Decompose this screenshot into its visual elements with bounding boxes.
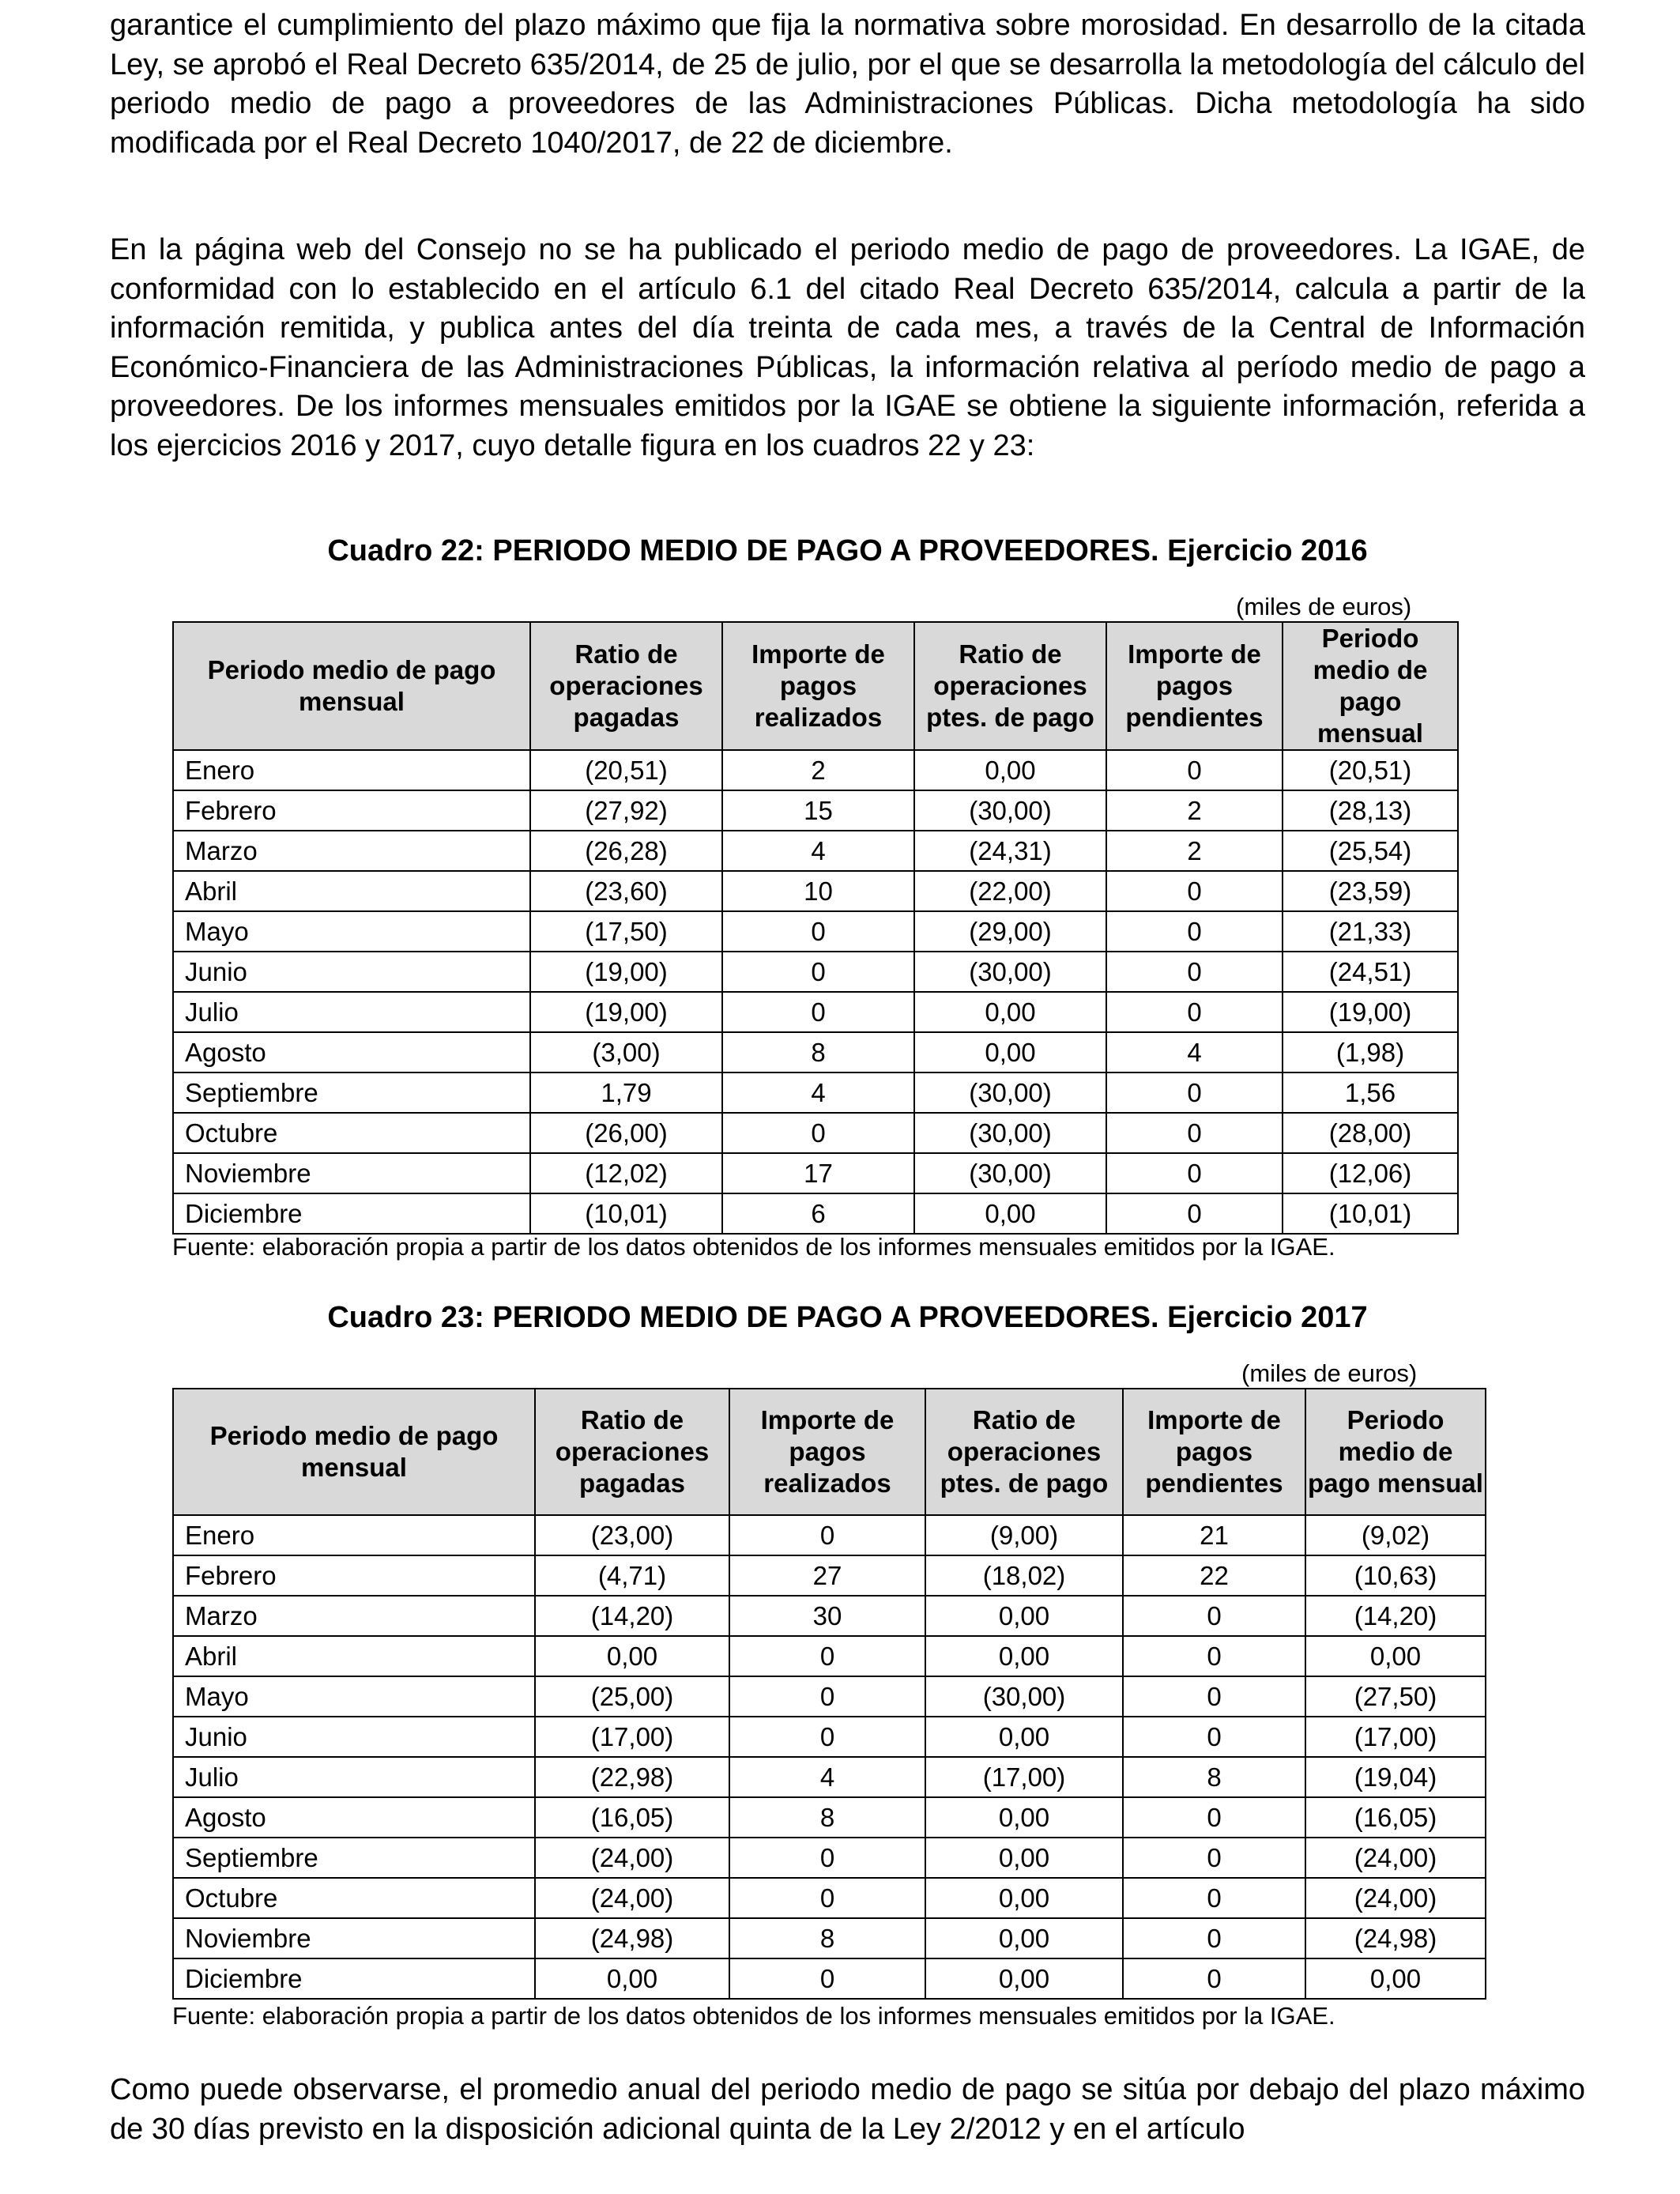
value-cell: 0,00 [925,1717,1123,1757]
month-cell: Junio [173,952,530,992]
table-row [173,1596,1486,1636]
value-cell: 0 [729,1958,925,1999]
table-23-source: Fuente: elaboración propia a partir de los datos obtenidos de los informes mensuales emitidos por la IGAE. [172,2002,1335,2030]
value-cell: (1,98) [1283,1032,1458,1072]
value-cell: 1,79 [530,1072,722,1113]
value-cell: 0,00 [925,1596,1123,1636]
value-cell: (4,71) [535,1555,729,1596]
table-row [173,1515,1486,1555]
table-23-units: (miles de euros) [1241,1359,1418,1387]
table-23-caption: Cuadro 23: PERIODO MEDIO DE PAGO A PROVEEDORES. Ejercicio 2017 [327,1301,1368,1334]
value-cell: (18,02) [925,1555,1123,1596]
body-paragraph-conclusion: Como puede observarse, el promedio anual del periodo medio de pago se sitúa por debajo del plazo máximo de 30 días previsto en la disposición adicional quinta de la Ley 2/2012 y en el artículo [110,2073,1585,2146]
value-cell: 0 [1123,1838,1305,1878]
table-row [173,1676,1486,1717]
value-cell: (10,63) [1305,1555,1486,1596]
value-cell: (25,54) [1283,831,1458,871]
value-cell: 0,00 [914,1032,1106,1072]
header-ratio-pendientes: Ratio de operaciones ptes. de pago [925,1389,1123,1515]
table-row [173,1717,1486,1757]
value-cell: (26,28) [530,831,722,871]
value-cell: 0 [1123,1878,1305,1918]
header-periodo: Periodo medio de pago mensual [173,622,530,750]
table-row [173,1153,1458,1193]
value-cell: (24,00) [535,1838,729,1878]
table-22-source: Fuente: elaboración propia a partir de los datos obtenidos de los informes mensuales emitidos por la IGAE. [172,1233,1335,1261]
value-cell: (24,00) [1305,1838,1486,1878]
month-cell: Julio [173,992,530,1032]
table-row [173,992,1458,1032]
value-cell: (26,00) [530,1113,722,1153]
value-cell: 0 [722,952,914,992]
month-cell: Octubre [173,1878,535,1918]
value-cell: (30,00) [925,1676,1123,1717]
table-23 [172,1388,1486,2000]
value-cell: 0,00 [925,1636,1123,1676]
value-cell: 8 [1123,1757,1305,1797]
value-cell: 0 [729,1515,925,1555]
header-pmp-mensual: Periodo medio de pago mensual [1283,622,1458,750]
value-cell: (28,00) [1283,1113,1458,1153]
value-cell: 0 [1106,911,1283,952]
value-cell: 0 [1123,1636,1305,1676]
month-cell: Octubre [173,1113,530,1153]
value-cell: (23,59) [1283,871,1458,911]
value-cell: 0 [1106,992,1283,1032]
value-cell: (30,00) [914,1072,1106,1113]
value-cell: 0 [1123,1676,1305,1717]
value-cell: 4 [722,1072,914,1113]
value-cell: 0 [729,1636,925,1676]
month-cell: Junio [173,1717,535,1757]
table-header-row [173,1389,1486,1515]
value-cell: (30,00) [914,1113,1106,1153]
value-cell: (29,00) [914,911,1106,952]
value-cell: 0,00 [925,1797,1123,1838]
value-cell: 17 [722,1153,914,1193]
value-cell: 0,00 [535,1958,729,1999]
value-cell: (14,20) [535,1596,729,1636]
table-row [173,1918,1486,1958]
value-cell: (19,04) [1305,1757,1486,1797]
value-cell: 2 [722,750,914,790]
value-cell: 0 [1123,1797,1305,1838]
table-22-caption: Cuadro 22: PERIODO MEDIO DE PAGO A PROVEEDORES. Ejercicio 2016 [327,534,1368,567]
value-cell: 10 [722,871,914,911]
value-cell: 8 [722,1032,914,1072]
value-cell: (27,50) [1305,1676,1486,1717]
value-cell: 0,00 [535,1636,729,1676]
value-cell: (30,00) [914,1153,1106,1193]
table-row [173,1113,1458,1153]
table-22 [172,621,1459,1235]
value-cell: 2 [1106,831,1283,871]
value-cell: 0,00 [925,1958,1123,1999]
value-cell: (12,06) [1283,1153,1458,1193]
value-cell: 27 [729,1555,925,1596]
value-cell: 0 [1106,1193,1283,1234]
value-cell: (9,02) [1305,1515,1486,1555]
value-cell: (17,50) [530,911,722,952]
month-cell: Diciembre [173,1193,530,1234]
header-periodo: Periodo medio de pago mensual [173,1389,535,1515]
value-cell: 4 [729,1757,925,1797]
table-row [173,1757,1486,1797]
table-row [173,1636,1486,1676]
value-cell: 1,56 [1283,1072,1458,1113]
value-cell: 6 [722,1193,914,1234]
month-cell: Marzo [173,1596,535,1636]
month-cell: Marzo [173,831,530,871]
value-cell: (12,02) [530,1153,722,1193]
value-cell: (24,51) [1283,952,1458,992]
value-cell: (30,00) [914,790,1106,831]
table-row [173,1838,1486,1878]
month-cell: Septiembre [173,1838,535,1878]
value-cell: (16,05) [1305,1797,1486,1838]
header-ratio-pendientes: Ratio de operaciones ptes. de pago [914,622,1106,750]
value-cell: (27,92) [530,790,722,831]
value-cell: 8 [729,1918,925,1958]
month-cell: Julio [173,1757,535,1797]
value-cell: (10,01) [1283,1193,1458,1234]
value-cell: (17,00) [535,1717,729,1757]
table-row [173,790,1458,831]
value-cell: 0 [1106,952,1283,992]
header-importe-pendientes: Importe de pagos pendientes [1123,1389,1305,1515]
value-cell: (17,00) [1305,1717,1486,1757]
value-cell: 0,00 [925,1878,1123,1918]
value-cell: (22,98) [535,1757,729,1797]
value-cell: 0 [722,1113,914,1153]
value-cell: 0,00 [1305,1636,1486,1676]
value-cell: 4 [722,831,914,871]
header-pmp-mensual: Periodo medio de pago mensual [1305,1389,1486,1515]
value-cell: 0,00 [925,1838,1123,1878]
value-cell: 0 [1106,1153,1283,1193]
month-cell: Diciembre [173,1958,535,1999]
month-cell: Agosto [173,1032,530,1072]
value-cell: (20,51) [530,750,722,790]
value-cell: (23,00) [535,1515,729,1555]
month-cell: Septiembre [173,1072,530,1113]
value-cell: (16,05) [535,1797,729,1838]
table-row [173,1878,1486,1918]
table-row [173,1797,1486,1838]
value-cell: (24,00) [535,1878,729,1918]
value-cell: (24,98) [1305,1918,1486,1958]
value-cell: (24,98) [535,1918,729,1958]
value-cell: (23,60) [530,871,722,911]
value-cell: 0,00 [914,992,1106,1032]
table-row [173,750,1458,790]
table-row [173,1072,1458,1113]
table-row [173,1555,1486,1596]
month-cell: Noviembre [173,1918,535,1958]
header-importe-realizados: Importe de pagos realizados [729,1389,925,1515]
table-row [173,911,1458,952]
value-cell: (22,00) [914,871,1106,911]
month-cell: Abril [173,871,530,911]
table-row [173,952,1458,992]
value-cell: 21 [1123,1515,1305,1555]
value-cell: 0 [1123,1958,1305,1999]
month-cell: Febrero [173,790,530,831]
table-row [173,871,1458,911]
value-cell: 0,00 [914,1193,1106,1234]
value-cell: (19,00) [1283,992,1458,1032]
month-cell: Mayo [173,1676,535,1717]
body-paragraph-igae: En la página web del Consejo no se ha publicado el periodo medio de pago de proveedores. La IGAE, de conformidad con lo establecido en el artículo 6.1 del citado Real Decreto 635/2014, calcula a partir de la información remitida, y publica antes del día treinta de cada mes, a través de la Central de Información Económico-Financiera de las Administraciones Públicas, la información relativa al período medio de pago a proveedores. De los informes mensuales emitidos por la IGAE se obtiene la siguiente información, referida a los ejercicios 2016 y 2017, cuyo detalle figura en los cuadros 22 y 23: [110,233,1585,462]
value-cell: (30,00) [914,952,1106,992]
month-cell: Febrero [173,1555,535,1596]
value-cell: 0 [729,1717,925,1757]
table-row [173,1032,1458,1072]
value-cell: (25,00) [535,1676,729,1717]
value-cell: 0 [1106,750,1283,790]
value-cell: (3,00) [530,1032,722,1072]
value-cell: 0 [729,1676,925,1717]
value-cell: (20,51) [1283,750,1458,790]
value-cell: (17,00) [925,1757,1123,1797]
table-row [173,1958,1486,1999]
value-cell: (14,20) [1305,1596,1486,1636]
value-cell: 0 [1106,1072,1283,1113]
month-cell: Abril [173,1636,535,1676]
value-cell: 0 [722,911,914,952]
table-row [173,1193,1458,1234]
header-importe-realizados: Importe de pagos realizados [722,622,914,750]
value-cell: (24,31) [914,831,1106,871]
value-cell: 2 [1106,790,1283,831]
value-cell: 0 [1123,1918,1305,1958]
value-cell: 0,00 [914,750,1106,790]
value-cell: 0 [1106,1113,1283,1153]
value-cell: (10,01) [530,1193,722,1234]
value-cell: (24,00) [1305,1878,1486,1918]
value-cell: 8 [729,1797,925,1838]
value-cell: 0 [729,1838,925,1878]
header-ratio-pagadas: Ratio de operaciones pagadas [535,1389,729,1515]
value-cell: (19,00) [530,992,722,1032]
month-cell: Mayo [173,911,530,952]
month-cell: Enero [173,750,530,790]
value-cell: (28,13) [1283,790,1458,831]
value-cell: 0 [722,992,914,1032]
month-cell: Agosto [173,1797,535,1838]
value-cell: 0,00 [925,1918,1123,1958]
table-22-units: (miles de euros) [1236,593,1412,620]
value-cell: 0 [1123,1596,1305,1636]
value-cell: (9,00) [925,1515,1123,1555]
table-header-row [173,622,1458,750]
table-row [173,831,1458,871]
value-cell: 15 [722,790,914,831]
header-ratio-pagadas: Ratio de operaciones pagadas [530,622,722,750]
month-cell: Enero [173,1515,535,1555]
value-cell: (19,00) [530,952,722,992]
value-cell: 0,00 [1305,1958,1486,1999]
value-cell: 4 [1106,1032,1283,1072]
value-cell: 22 [1123,1555,1305,1596]
month-cell: Noviembre [173,1153,530,1193]
value-cell: 0 [1123,1717,1305,1757]
value-cell: 0 [729,1878,925,1918]
value-cell: (21,33) [1283,911,1458,952]
value-cell: 30 [729,1596,925,1636]
value-cell: 0 [1106,871,1283,911]
body-paragraph-intro: garantice el cumplimiento del plazo máximo que fija la normativa sobre morosidad. En desarrollo de la citada Ley, se aprobó el Real Decreto 635/2014, de 25 de julio, por el que se desarrolla la metodología del cálculo del periodo medio de pago a proveedores de las Administraciones Públicas. Dicha metodología ha sido modificada por el Real Decreto 1040/2017, de 22 de diciembre. [110,9,1585,160]
header-importe-pendientes: Importe de pagos pendientes [1106,622,1283,750]
